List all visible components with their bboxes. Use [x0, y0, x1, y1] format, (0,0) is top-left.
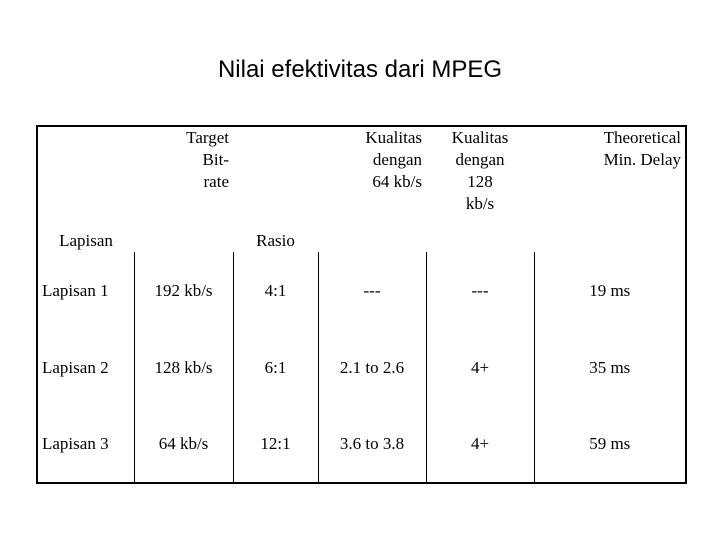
cell-kualitas-128: 4+	[426, 406, 534, 483]
cell-min-delay: 19 ms	[534, 252, 686, 329]
header-kualitas-128	[426, 126, 534, 252]
cell-min-delay: 35 ms	[534, 329, 686, 406]
table-row	[37, 329, 686, 406]
header-line: Target	[186, 128, 229, 147]
header-line: dengan	[455, 150, 505, 169]
slide-title: Nilai efektivitas dari MPEG	[217, 56, 503, 83]
header-target-bitrate	[134, 126, 233, 252]
cell-kualitas-64: 3.6 to 3.8	[318, 406, 426, 483]
cell-bitrate: 128 kb/s	[134, 329, 233, 406]
table-row	[37, 252, 686, 329]
cell-rasio: 12:1	[233, 406, 318, 483]
cell-bitrate: 192 kb/s	[134, 252, 233, 329]
header-line: Theoretical	[603, 128, 681, 147]
cell-min-delay: 59 ms	[534, 406, 686, 483]
header-line: 64 kb/s	[372, 172, 422, 191]
header-line: rate	[203, 172, 229, 191]
cell-lapisan: Lapisan 2	[42, 357, 109, 377]
header-line: 128	[467, 172, 493, 191]
header-rasio	[233, 126, 318, 252]
cell-kualitas-128: 4+	[426, 329, 534, 406]
cell-kualitas-128: ---	[426, 252, 534, 329]
header-line: kb/s	[465, 194, 495, 213]
header-min-delay	[534, 126, 686, 252]
header-lapisan	[37, 126, 134, 252]
cell-lapisan: Lapisan 1	[42, 280, 109, 300]
header-lapisan-text: Lapisan	[59, 231, 113, 250]
cell-kualitas-64: ---	[318, 252, 426, 329]
mpeg-effectiveness-table	[36, 125, 687, 484]
header-line: Min. Delay	[603, 150, 681, 169]
header-line: Kualitas	[451, 128, 509, 147]
header-line: dengan	[372, 150, 422, 169]
header-line: Bit-	[202, 150, 229, 169]
header-line: Kualitas	[365, 128, 422, 147]
cell-bitrate: 64 kb/s	[134, 406, 233, 483]
header-row	[37, 126, 686, 252]
header-rasio-text: Rasio	[256, 231, 295, 250]
header-kualitas-64	[318, 126, 426, 252]
cell-lapisan: Lapisan 3	[42, 434, 109, 453]
table-row	[37, 406, 686, 483]
cell-kualitas-64: 2.1 to 2.6	[318, 329, 426, 406]
cell-rasio: 4:1	[233, 252, 318, 329]
cell-rasio: 6:1	[233, 329, 318, 406]
